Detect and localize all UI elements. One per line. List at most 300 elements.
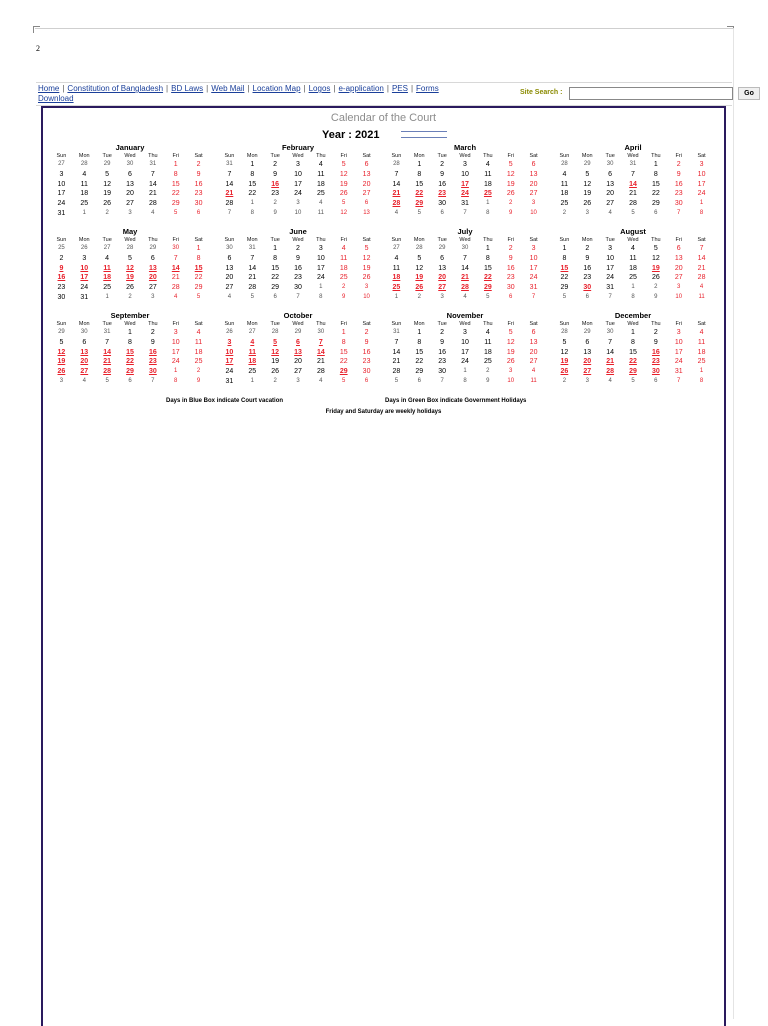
day-cell-adjacent: 4 [394,209,399,216]
day-cell: 3 [676,329,681,336]
day-cell: 6 [227,254,232,262]
day-grid [385,236,545,303]
day-cell: 19 [651,264,660,272]
day-cell: 3 [59,170,64,178]
day-cell: 29 [171,200,180,208]
day-cell-adjacent: 5 [174,209,178,216]
weekday-header: Mon [413,321,425,327]
day-cell-adjacent: 7 [151,377,155,384]
day-cell: 17 [674,348,683,356]
day-cell-adjacent: 26 [226,329,233,335]
day-cell: 11 [560,180,569,188]
day-cell-adjacent: 8 [463,377,467,384]
day-cell: 16 [506,264,515,272]
day-cell: 25 [392,284,401,292]
day-cell: 31 [225,377,234,385]
go-button[interactable]: Go [738,87,760,100]
weekday-header: Thu [651,321,661,327]
day-cell: 2 [440,329,445,336]
day-cell: 9 [150,338,155,346]
day-cell: 24 [606,274,615,282]
weekday-header: Mon [581,237,593,243]
day-cell-adjacent: 30 [606,329,614,335]
day-cell: 25 [483,190,492,198]
day-cell: 27 [529,358,538,366]
day-cell: 17 [697,180,706,188]
day-cell-adjacent: 8 [631,293,635,300]
day-cell: 1 [128,329,132,336]
day-cell-adjacent: 4 [227,293,232,300]
day-cell: 9 [364,338,369,346]
day-cell: 18 [483,180,492,188]
day-cell-adjacent: 11 [698,293,705,300]
weekday-header: Mon [246,153,258,159]
day-cell: 13 [674,254,683,262]
day-cell: 28 [103,368,112,376]
day-cell-adjacent: 3 [364,284,369,291]
day-cell: 20 [225,274,234,282]
day-cell: 31 [674,368,683,376]
day-cell-adjacent: 5 [342,200,346,207]
day-cell-adjacent: 8 [699,377,704,384]
nav-link-location-map[interactable]: Location Map [252,84,301,93]
day-cell: 27 [148,284,157,292]
day-cell-adjacent: 1 [250,200,254,207]
day-cell-adjacent: 8 [250,209,254,216]
weekday-header: Mon [246,237,258,243]
day-cell-adjacent: 2 [562,377,567,384]
weekday-header: Fri [675,321,682,327]
day-cell: 16 [362,348,371,356]
day-cell: 15 [339,348,348,356]
day-cell: 25 [248,368,257,376]
day-cell: 31 [529,284,538,292]
day-cell-adjacent: 9 [196,377,201,384]
day-cell: 23 [362,358,371,366]
weekday-header: Tue [270,321,280,327]
day-cell-adjacent: 5 [105,377,109,384]
weekday-header: Mon [78,321,90,327]
weekday-header: Wed [292,153,304,159]
day-cell: 14 [225,180,234,188]
legend-government: Days in Green Box indicate Government Holidays [385,398,527,404]
day-cell: 13 [80,348,89,356]
weekday-header: Tue [270,153,280,159]
day-cell-adjacent: 9 [273,209,277,216]
day-cell: 1 [653,161,658,168]
month-name: May [122,227,138,236]
day-cell: 9 [196,170,201,178]
weekday-header: Sat [194,153,203,159]
day-cell: 1 [341,329,346,336]
day-cell: 14 [316,348,325,356]
month-name: March [453,143,477,152]
day-cell: 18 [339,264,348,272]
day-cell: 30 [148,368,157,376]
day-cell: 7 [394,170,399,178]
weekday-header: Fri [507,237,514,243]
weekday-header: Wed [459,153,471,159]
day-cell-adjacent: 1 [486,200,490,207]
day-cell: 11 [248,348,256,356]
day-cell: 23 [674,190,683,198]
day-cell: 10 [57,180,66,188]
day-cell: 14 [103,348,112,356]
day-cell-adjacent: 7 [531,293,536,300]
nav-link-e-application[interactable]: e-application [338,84,384,93]
day-cell-adjacent: 2 [654,284,658,291]
day-cell: 31 [80,293,89,301]
day-cell: 3 [608,245,613,252]
day-cell-adjacent: 9 [654,293,658,300]
weekday-header: Thu [483,237,493,243]
day-cell-adjacent: 30 [606,161,614,167]
day-cell: 12 [651,254,660,262]
nav-link-logos[interactable]: Logos [308,84,331,93]
nav-link-bd-laws[interactable]: BD Laws [171,84,204,93]
day-cell: 3 [531,245,536,252]
day-cell: 4 [485,329,490,336]
day-cell-adjacent: 7 [440,377,444,384]
day-cell: 22 [651,190,660,198]
weekday-header: Sun [224,153,235,159]
day-cell: 27 [529,190,538,198]
day-cell: 22 [248,190,257,198]
day-cell-adjacent: 1 [394,293,399,300]
day-cell: 10 [461,338,469,346]
day-cell-adjacent: 1 [250,377,254,384]
day-cell-adjacent: 1 [699,200,704,207]
day-cell: 27 [80,368,89,376]
weekday-header: Fri [172,153,179,159]
day-cell: 8 [341,338,346,346]
day-cell: 1 [250,161,255,168]
day-cell: 27 [438,284,447,292]
day-cell: 6 [676,245,681,252]
day-cell: 13 [362,170,371,178]
day-cell-adjacent: 6 [273,293,277,300]
weekday-header: Sun [56,321,67,327]
day-cell: 3 [463,329,467,336]
month-name: January [115,143,145,152]
day-cell: 27 [294,368,302,376]
weekday-header: Sat [362,153,371,159]
day-cell-adjacent: 29 [58,329,65,335]
weekday-header: Tue [437,321,447,327]
day-cell: 6 [296,338,300,346]
day-cell-adjacent: 8 [486,209,490,216]
day-cell: 6 [82,338,87,346]
day-cell: 26 [583,200,592,208]
day-cell-adjacent: 12 [340,209,348,216]
nav-link-constitution-of-bangladesh[interactable]: Constitution of Bangladesh [67,84,164,93]
day-cell: 31 [57,209,66,217]
day-cell: 7 [250,254,255,262]
day-cell: 11 [392,264,401,272]
day-cell: 24 [171,358,180,366]
day-cell: 5 [508,161,513,168]
day-cell: 23 [438,358,447,366]
day-cell: 21 [392,358,401,366]
day-cell: 5 [341,161,346,168]
day-cell: 12 [506,338,515,346]
day-cell-adjacent: 10 [507,377,515,384]
day-cell-adjacent: 27 [393,245,400,251]
day-cell: 11 [484,338,492,346]
day-cell-adjacent: 3 [128,209,132,216]
day-cell: 16 [674,180,683,188]
day-cell: 30 [438,200,447,208]
day-cell: 12 [560,348,569,356]
weekday-header: Tue [102,321,112,327]
day-cell: 3 [173,329,178,336]
day-cell-adjacent: 2 [273,200,277,207]
day-cell: 17 [294,180,302,188]
day-cell: 3 [82,254,87,262]
day-cell: 12 [339,170,348,178]
day-cell-adjacent: 8 [319,293,323,300]
day-cell: 8 [653,170,658,178]
day-cell: 22 [339,358,348,366]
month-october [218,311,378,387]
day-cell-adjacent: 27 [248,329,256,335]
day-cell: 22 [126,358,134,366]
day-cell-adjacent: 6 [128,377,132,384]
day-cell: 30 [57,293,66,301]
nav-link-web-mail[interactable]: Web Mail [211,84,245,93]
day-cell: 19 [583,190,592,198]
day-cell-adjacent: 30 [226,245,233,251]
weekday-header: Sun [559,321,570,327]
nav-separator: | [166,84,169,93]
day-cell: 31 [606,284,615,292]
weekday-header: Thu [148,153,158,159]
day-cell: 18 [316,180,325,188]
day-cell: 13 [606,180,615,188]
day-cell: 10 [225,348,234,356]
day-cell-adjacent: 29 [583,161,591,167]
day-cell-adjacent: 2 [486,368,490,375]
year-select[interactable] [401,131,447,138]
day-cell: 21 [171,274,180,282]
day-grid [385,320,545,387]
nav-link-home[interactable]: Home [38,84,60,93]
weekday-header: Fri [340,237,347,243]
day-cell: 20 [529,180,538,188]
day-cell: 21 [148,190,157,198]
day-cell: 4 [699,329,704,336]
day-cell: 29 [271,284,280,292]
day-cell-adjacent: 2 [509,200,513,207]
day-cell: 27 [126,200,134,208]
day-cell: 16 [57,274,66,282]
day-cell-adjacent: 1 [174,368,178,375]
day-cell-adjacent: 5 [196,293,201,300]
weekday-header: Mon [581,321,593,327]
day-cell: 25 [103,284,112,292]
day-cell: 24 [294,190,302,198]
day-cell: 16 [271,180,280,188]
day-cell-adjacent: 31 [149,161,157,167]
day-cell-adjacent: 3 [151,293,155,300]
day-cell-adjacent: 5 [486,293,490,300]
day-cell: 5 [417,254,422,262]
weekday-header: Sat [529,237,538,243]
day-cell: 11 [484,170,492,178]
nav-separator: | [410,84,414,93]
month-name: September [110,311,150,320]
day-cell: 10 [697,170,706,178]
day-cell: 20 [148,274,157,282]
weekday-header: Wed [627,321,639,327]
day-grid [50,236,210,303]
day-cell: 17 [80,274,89,282]
weekday-header: Wed [627,237,639,243]
day-cell-adjacent: 30 [126,161,134,167]
day-cell-adjacent: 3 [677,284,681,291]
day-cell: 21 [225,190,234,198]
day-cell: 9 [653,338,658,346]
day-cell: 27 [583,368,592,376]
nav-separator: | [62,84,65,93]
day-cell-adjacent: 3 [440,293,444,300]
day-cell-adjacent: 7 [608,293,612,300]
day-cell: 17 [171,348,180,356]
day-cell: 26 [506,190,515,198]
day-cell: 18 [629,264,637,272]
day-cell: 3 [699,161,704,168]
weekday-header: Mon [581,153,593,159]
day-cell: 7 [150,170,155,178]
month-name: August [620,227,646,236]
day-cell: 4 [196,329,201,336]
day-cell: 23 [271,190,280,198]
day-cell-adjacent: 7 [463,209,467,216]
weekday-header: Thu [316,237,326,243]
day-cell-adjacent: 6 [364,200,369,207]
day-cell: 8 [128,338,132,346]
weekday-header: Thu [316,321,326,327]
day-cell: 10 [294,170,302,178]
day-cell: 26 [651,274,660,282]
day-cell: 6 [128,170,132,178]
day-cell: 22 [271,274,280,282]
weekday-header: Thu [316,153,326,159]
day-cell: 11 [340,254,348,262]
day-cell-adjacent: 10 [294,209,302,216]
day-cell: 1 [196,245,201,252]
day-cell: 11 [103,264,111,272]
day-cell: 2 [196,161,201,168]
weekday-header: Sun [224,321,235,327]
day-cell-adjacent: 9 [486,377,490,384]
day-cell: 2 [653,329,658,336]
day-cell: 11 [194,338,203,346]
day-cell-adjacent: 28 [561,329,568,335]
day-cell: 29 [339,368,348,376]
day-cell: 20 [362,180,371,188]
day-cell: 14 [392,180,401,188]
month-january [50,143,210,219]
day-cell: 5 [562,338,567,346]
day-cell: 12 [57,348,66,356]
day-cell-adjacent: 2 [128,293,132,300]
day-cell-adjacent: 10 [363,293,370,300]
day-cell: 10 [461,170,469,178]
day-cell-adjacent: 3 [509,368,513,375]
day-cell: 1 [631,329,635,336]
day-cell: 26 [271,368,280,376]
day-cell: 8 [417,170,422,178]
day-cell: 19 [362,264,371,272]
day-cell: 18 [560,190,569,198]
day-cell: 7 [463,254,467,262]
day-cell: 11 [697,338,706,346]
day-cell: 23 [583,274,592,282]
day-cell: 7 [227,170,232,178]
month-september [50,311,210,387]
day-cell: 9 [585,254,590,262]
day-cell-adjacent: 4 [174,293,178,300]
weekday-header: Fri [675,237,682,243]
weekday-header: Sat [529,321,538,327]
day-cell: 30 [674,200,683,208]
day-cell: 1 [417,161,422,168]
day-cell: 2 [508,245,513,252]
day-cell: 29 [194,284,203,292]
day-cell: 25 [483,358,492,366]
day-grid [50,320,210,387]
weekday-header: Fri [172,321,179,327]
weekday-header: Mon [413,237,425,243]
day-cell: 30 [583,284,592,292]
day-cell: 16 [438,348,447,356]
nav-link-forms[interactable]: Forms [416,84,439,93]
month-december [553,311,713,387]
day-cell-adjacent: 9 [509,209,513,216]
day-cell: 7 [318,338,323,346]
day-cell: 28 [392,368,401,376]
day-cell: 25 [194,358,203,366]
nav-link-pes[interactable]: PES [391,84,408,93]
site-search-input[interactable] [569,87,733,100]
day-cell: 19 [415,274,424,282]
day-cell: 12 [506,170,515,178]
day-cell: 12 [126,264,134,272]
nav-link-download[interactable]: Download [38,94,74,103]
day-cell-adjacent: 5 [562,293,567,300]
day-cell: 24 [225,368,234,376]
weekday-header: Sat [529,153,538,159]
weekday-header: Sun [224,237,235,243]
weekday-header: Sun [56,153,67,159]
day-cell: 18 [483,348,492,356]
weekday-header: Wed [124,237,136,243]
day-cell-adjacent: 1 [82,209,86,216]
nav-separator: | [386,84,389,93]
day-cell: 27 [674,274,683,282]
day-cell: 30 [294,284,302,292]
weekday-header: Mon [78,153,90,159]
day-cell: 5 [128,254,132,262]
day-cell-adjacent: 2 [342,284,346,291]
site-search-label: Site Search : [520,89,563,96]
day-cell-adjacent: 3 [585,377,589,384]
day-cell: 25 [697,358,706,366]
day-cell: 29 [629,368,637,376]
weekday-header: Thu [148,237,158,243]
day-cell: 14 [392,348,401,356]
